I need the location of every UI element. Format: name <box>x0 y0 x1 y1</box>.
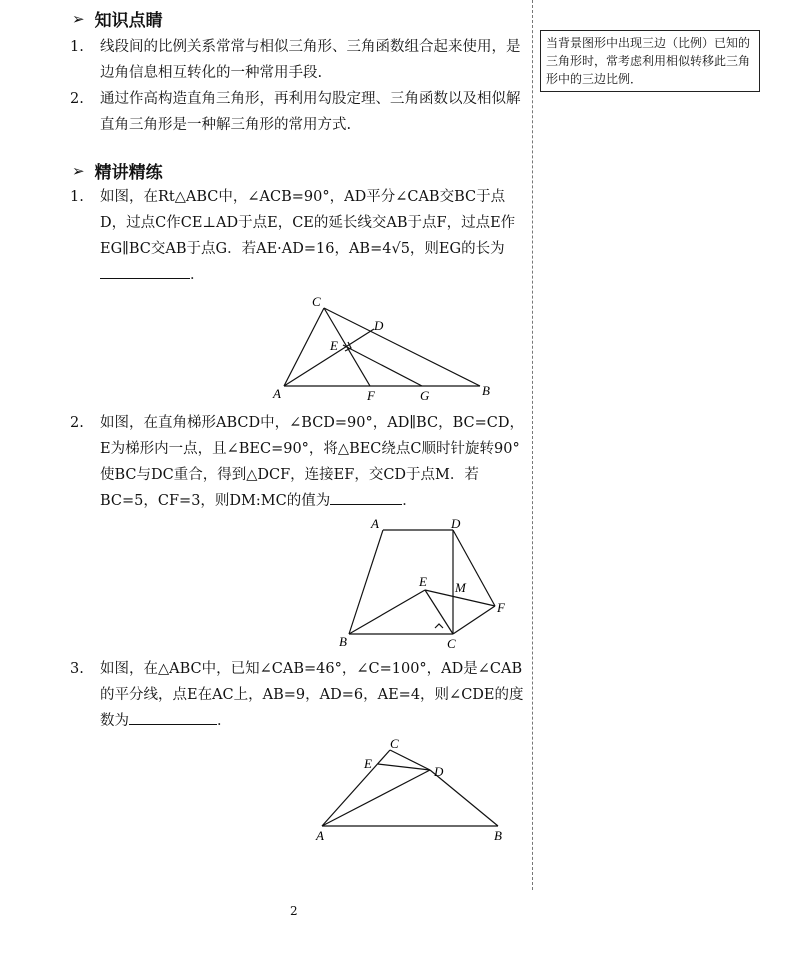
label-A: A <box>371 516 379 531</box>
label-C: C <box>390 736 399 751</box>
label-A: A <box>273 386 281 401</box>
arrow-bullet-icon: ➢ <box>72 9 85 28</box>
segment-EC <box>425 590 453 634</box>
label-B: B <box>482 383 490 398</box>
item-number: 1. <box>70 39 84 55</box>
item-number: 2. <box>70 91 84 107</box>
label-D: D <box>451 516 461 531</box>
item-text: 通过作高构造直角三角形，再利用勾股定理、三角函数以及相似解直角三角形是一种解三角形的常用方式. <box>100 91 521 133</box>
problem-text-end: ． <box>402 493 417 509</box>
label-D: D <box>434 764 444 779</box>
page-number: 2 <box>290 904 298 918</box>
label-C: C <box>447 636 456 650</box>
label-E: E <box>419 574 427 589</box>
label-M: M <box>455 580 466 595</box>
label-F: F <box>497 600 505 615</box>
problem-text: 如图，在△ABC中，已知∠CAB=46°，∠C=100°，AD是∠CAB的平分线，点E在AC上，AB=9，AD=6，AE=4，则∠CDE的度数为 <box>100 661 524 729</box>
section-heading-practice <box>72 158 163 183</box>
right-angle-mark <box>435 624 443 628</box>
label-G: G <box>420 388 430 403</box>
label-C: C <box>312 294 321 309</box>
problem-number: 1. <box>70 189 84 205</box>
answer-blank <box>330 490 402 505</box>
problem-item <box>68 184 528 288</box>
label-B: B <box>494 828 502 843</box>
problem-text-end: ． <box>217 713 232 729</box>
segment-ED <box>378 764 430 770</box>
problem-number: 3. <box>70 661 84 677</box>
label-F: F <box>367 388 375 403</box>
figure-2-trapezoid <box>335 514 515 650</box>
label-D: D <box>374 318 384 333</box>
segment-BE <box>349 590 425 634</box>
label-E: E <box>330 338 338 353</box>
segment-AB <box>349 530 383 634</box>
section-title: 知识点睛 <box>94 11 163 31</box>
segment-CA <box>284 308 324 386</box>
problem-text: 如图，在Rt△ABC中，∠ACB=90°，AD平分∠CAB交BC于点D，过点C作CE⊥AD于点E，CE的延长线交AB于点F，过点E作EG∥BC交AB于点G．若AE·AD=16，AB=4√5，则EG的长为 <box>100 189 516 257</box>
problem-number: 2. <box>70 415 84 431</box>
section-heading-knowledge <box>72 6 163 31</box>
problem-item <box>68 410 528 514</box>
problem-item <box>68 656 528 734</box>
knowledge-item <box>68 34 528 86</box>
side-note: 当背景图形中出现三边（比例）已知的三角形时，常考虑利用相似转移此三角形中的三边比例． <box>540 30 760 92</box>
figure-3-triangle <box>308 734 518 846</box>
segment-AC <box>322 750 390 826</box>
segment-CD <box>390 750 430 770</box>
problem-text-end: ． <box>190 267 205 283</box>
column-divider <box>532 0 533 890</box>
segment-AD <box>322 770 430 826</box>
item-text: 线段间的比例关系常常与相似三角形、三角函数组合起来使用，是边角信息相互转化的一种常用手段. <box>100 39 521 81</box>
knowledge-item <box>68 86 528 138</box>
segment-CF <box>453 606 495 634</box>
label-E: E <box>364 756 372 771</box>
answer-blank <box>129 710 217 725</box>
segment-AD <box>284 329 374 386</box>
label-A: A <box>316 828 324 843</box>
figure-1-triangle <box>270 294 500 406</box>
section-title: 精讲精练 <box>94 163 163 183</box>
arrow-bullet-icon: ➢ <box>72 161 85 180</box>
problem-text: 如图，在直角梯形ABCD中，∠BCD=90°，AD∥BC，BC=CD，E为梯形内一点，且∠BEC=90°，将△BEC绕点C顺时针旋转90°使BC与DC重合，得到△DCF，连接EF，交CD于点M．若BC=5，CF=3，则DM:MC的值为 <box>100 415 524 509</box>
label-B: B <box>339 634 347 649</box>
answer-blank <box>100 264 190 279</box>
